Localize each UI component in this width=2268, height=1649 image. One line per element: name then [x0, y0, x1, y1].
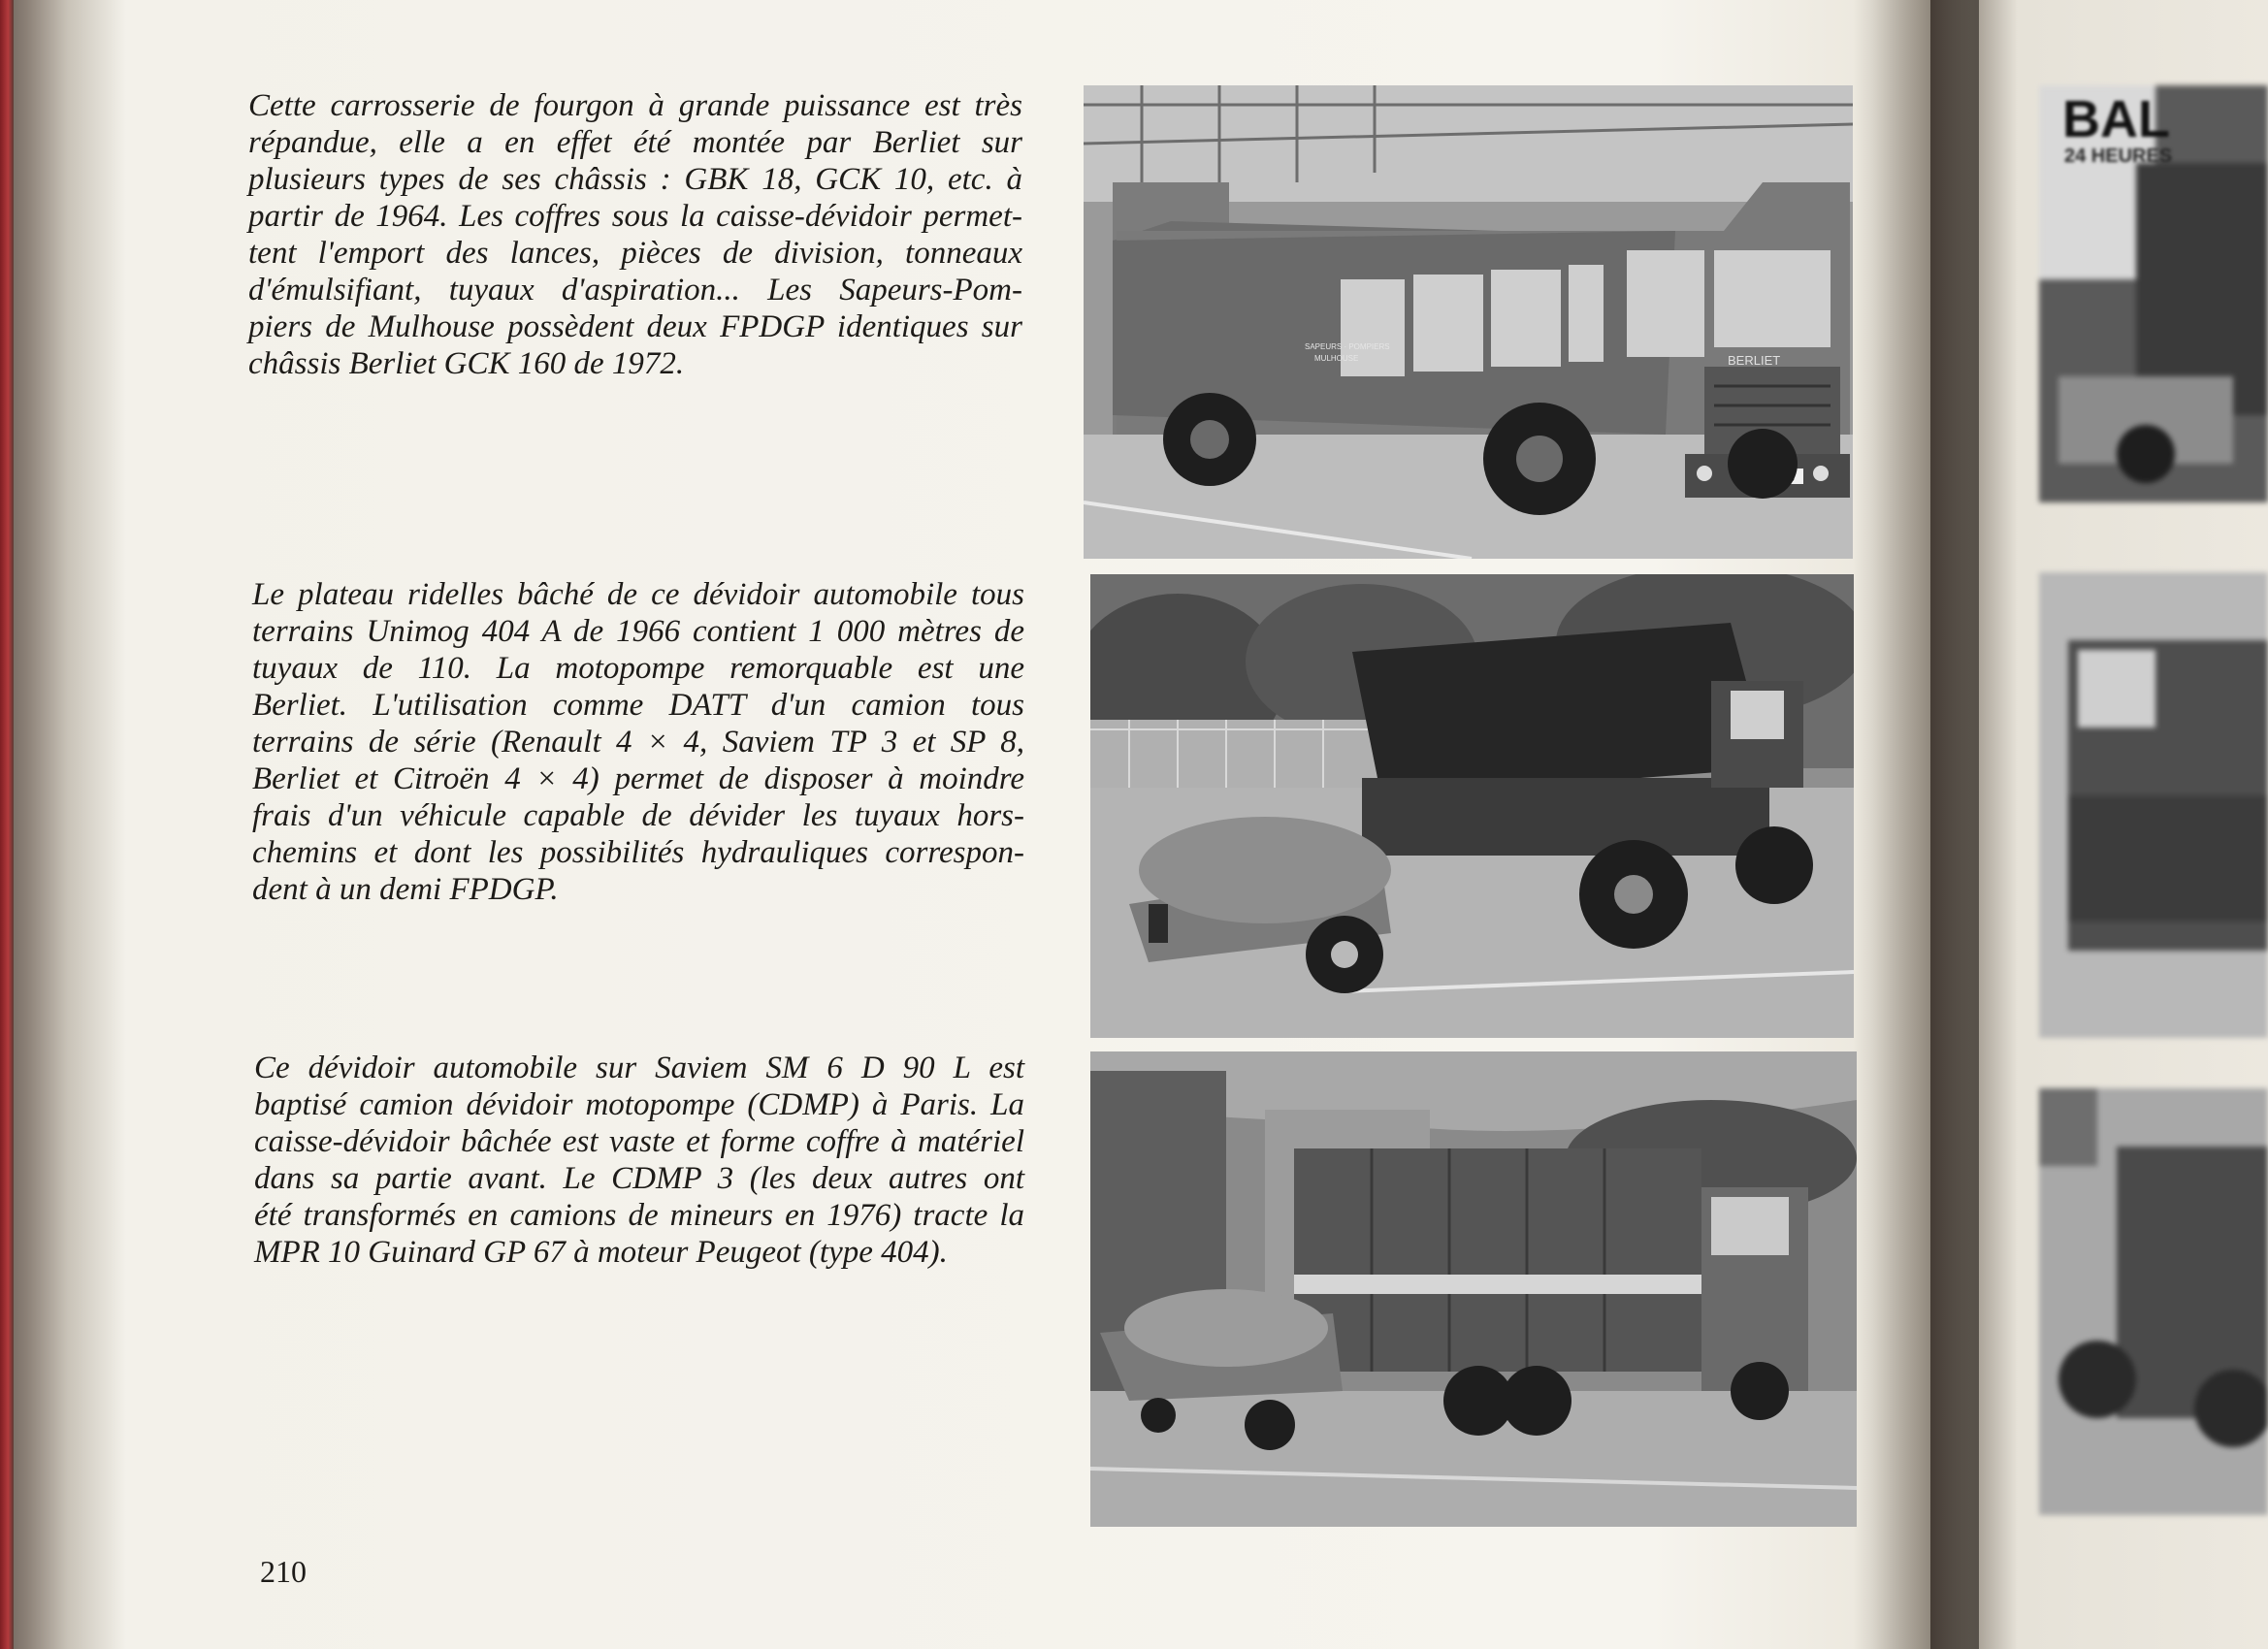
caption-line: Le plateau ridelles bâché de ce dévidoir automobile tous — [252, 577, 1024, 612]
book-gutter-shadow — [1853, 0, 1979, 1649]
door-lettering-1: SAPEURS · POMPIERS — [1305, 342, 1390, 351]
caption-line: Berliet et Citroën 4 × 4) permet de disposer à moindre — [252, 761, 1024, 796]
caption-line: dans sa partie avant. Le CDMP 3 (les deux autres ont — [254, 1161, 1024, 1196]
caption-line: partir de 1964. Les coffres sous la caisse-dévidoir permet- — [248, 199, 1022, 234]
photo-unimog-devidoir — [1090, 574, 1854, 1038]
caption-line: dent à un demi FPDGP. — [252, 872, 559, 907]
caption-line: été transformés en camions de mineurs en 1976) tracte la — [254, 1198, 1024, 1233]
right-page-photo-2 — [2039, 572, 2268, 1038]
caption-line: Ce dévidoir automobile sur Saviem SM 6 D 90 L est — [254, 1051, 1024, 1085]
caption-line: frais d'un véhicule capable de dévider les tuyaux hors- — [252, 798, 1024, 833]
grille-lettering: BERLIET — [1728, 353, 1781, 368]
caption-line: baptisé camion dévidoir motopompe (CDMP) à Paris. La — [254, 1087, 1024, 1122]
caption-line: chemins et dont les possibilités hydrauliques correspon- — [252, 835, 1024, 870]
caption-saviem-cdmp — [254, 1050, 1024, 1271]
caption-line: d'émulsifiant, tuyaux d'aspiration... Les Sapeurs-Pom- — [248, 273, 1022, 307]
caption-line: tuyaux de 110. La motopompe remorquable est une — [252, 651, 1024, 686]
right-page-sign: BAL — [2062, 90, 2170, 148]
caption-line: répandue, elle a en effet été montée par Berliet sur — [248, 125, 1022, 160]
book-edge — [0, 0, 14, 1649]
photo-saviem-cdmp — [1090, 1051, 1857, 1527]
caption-line: Cette carrosserie de fourgon à grande puissance est très — [248, 88, 1022, 123]
caption-line: terrains Unimog 404 A de 1966 contient 1 000 mètres de — [252, 614, 1024, 649]
right-page-sign-sub: 24 HEURES — [2064, 146, 2173, 167]
caption-line: caisse-dévidoir bâchée est vaste et forme coffre à matériel — [254, 1124, 1024, 1159]
caption-line: piers de Mulhouse possèdent deux FPDGP identiques sur — [248, 309, 1022, 344]
caption-line: terrains de série (Renault 4 × 4, Saviem TP 3 et SP 8, — [252, 725, 1024, 760]
photo-berliet-fourgon — [1084, 85, 1853, 559]
page-number: 210 — [260, 1554, 307, 1589]
caption-berliet-fpdgp — [248, 87, 1022, 382]
door-lettering-2: MULHOUSE — [1314, 354, 1359, 363]
caption-line: Berliet. L'utilisation comme DATT d'un camion tous — [252, 688, 1024, 723]
caption-line: MPR 10 Guinard GP 67 à moteur Peugeot (type 404). — [254, 1235, 948, 1270]
caption-line: tent l'emport des lances, pièces de division, tonneaux — [248, 236, 1022, 271]
caption-line: plusieurs types de ses châssis : GBK 18, GCK 10, etc. à — [248, 162, 1022, 197]
caption-line: châssis Berliet GCK 160 de 1972. — [248, 346, 685, 381]
right-page-photo-3 — [2039, 1088, 2268, 1515]
caption-unimog-datt — [252, 576, 1024, 908]
